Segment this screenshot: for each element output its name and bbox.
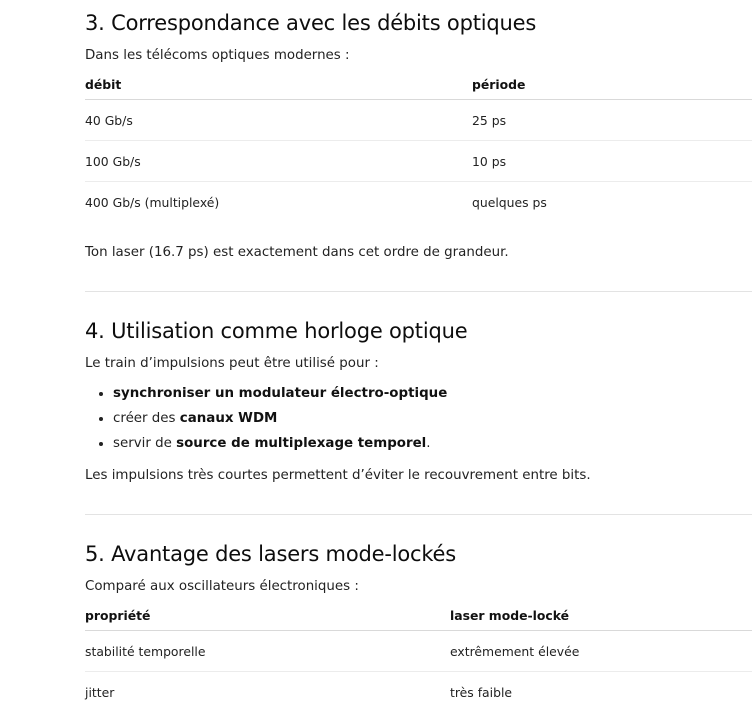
column-header-laser: laser mode-locké — [450, 600, 752, 631]
section-4-conclusion: Les impulsions très courtes permettent d’éviter le recouvrement entre bits. — [85, 468, 591, 483]
usage-bullet-list — [85, 381, 752, 456]
column-header-propriete: propriété — [85, 600, 450, 631]
table-row — [85, 141, 752, 182]
table-cell: 10 ps — [472, 141, 752, 182]
document-content — [85, 0, 752, 712]
bullet-bold-text: canaux WDM — [179, 411, 278, 426]
table-cell: jitter — [85, 684, 115, 700]
table-cell: quelques ps — [472, 194, 547, 210]
section-3-heading: 3. Correspondance avec les débits optiques — [85, 11, 537, 35]
table-header-row — [85, 600, 752, 631]
table-header-row — [85, 69, 752, 100]
section-3-conclusion: Ton laser (16.7 ps) est exactement dans cet ordre de grandeur. — [85, 245, 509, 260]
section-divider — [85, 291, 752, 292]
column-header-debit: débit — [85, 69, 472, 100]
bullet-text: servir de — [113, 436, 177, 451]
table-row — [85, 631, 752, 672]
table-cell: stabilité temporelle — [85, 631, 450, 672]
list-item — [113, 381, 752, 406]
table-cell: extrêmement élevée — [450, 631, 752, 672]
list-item — [113, 406, 752, 431]
section-3-intro: Dans les télécoms optiques modernes : — [85, 48, 350, 63]
section-4-heading: 4. Utilisation comme horloge optique — [85, 319, 468, 343]
table-cell: 25 ps — [472, 100, 752, 141]
section-divider — [85, 514, 752, 515]
table-cell: très faible — [450, 684, 513, 700]
table-cell: 400 Gb/s (multiplexé) — [85, 194, 220, 210]
comparison-table — [85, 600, 752, 712]
section-5-heading: 5. Avantage des lasers mode-lockés — [85, 542, 456, 566]
bullet-bold-text: synchroniser un modulateur électro-optique — [113, 386, 448, 401]
table-cell: 100 Gb/s — [85, 141, 472, 182]
table-row — [85, 100, 752, 141]
section-4-intro: Le train d’impulsions peut être utilisé pour : — [85, 356, 379, 371]
table-row — [85, 672, 752, 713]
bullet-text: . — [426, 436, 431, 451]
bitrate-table — [85, 69, 752, 222]
list-item — [113, 431, 752, 456]
table-row — [85, 182, 752, 223]
bullet-bold-text: source de multiplexage temporel — [176, 436, 427, 451]
bullet-text: créer des — [113, 411, 180, 426]
column-header-periode: période — [472, 69, 752, 100]
section-5-intro: Comparé aux oscillateurs électroniques : — [85, 579, 359, 594]
table-cell: 40 Gb/s — [85, 100, 472, 141]
